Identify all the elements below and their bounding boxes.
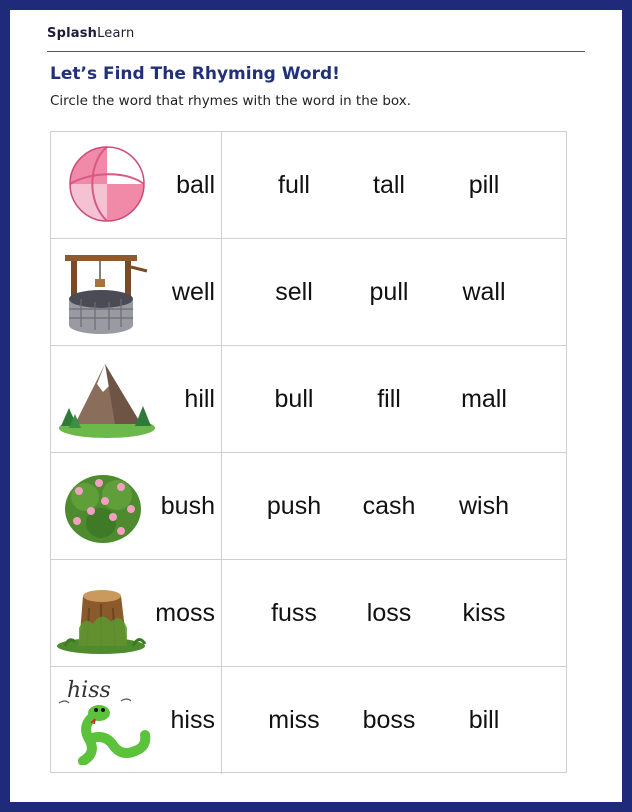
option-word[interactable]: cash bbox=[362, 491, 416, 520]
table-row bbox=[51, 132, 566, 239]
table-row bbox=[51, 667, 566, 774]
cue-cell bbox=[51, 132, 222, 238]
instruction-text: Circle the word that rhymes with the word in the box. bbox=[50, 93, 412, 109]
page-title: Let’s Find The Rhyming Word! bbox=[50, 64, 340, 84]
flower-bush-icon bbox=[55, 461, 155, 551]
option-word[interactable]: sell bbox=[275, 277, 313, 306]
option-word[interactable]: mall bbox=[461, 384, 507, 413]
table-row bbox=[51, 346, 566, 453]
mountain-icon bbox=[55, 354, 155, 444]
cue-cell bbox=[51, 453, 222, 559]
snake-hiss-text: hiss bbox=[67, 678, 111, 703]
option-word[interactable]: wall bbox=[462, 277, 506, 306]
option-word[interactable]: loss bbox=[366, 598, 412, 627]
option-word[interactable]: wish bbox=[458, 491, 509, 520]
option-word[interactable]: miss bbox=[268, 706, 320, 734]
cue-cell bbox=[51, 346, 222, 452]
mossy-stump-icon bbox=[55, 568, 155, 658]
option-word[interactable]: tall bbox=[373, 170, 405, 199]
rhyme-table bbox=[50, 131, 567, 773]
cue-word: bush bbox=[160, 491, 215, 520]
cue-word: well bbox=[171, 277, 215, 306]
option-word[interactable]: bill bbox=[468, 706, 500, 734]
cue-word: hiss bbox=[170, 706, 215, 734]
cue-cell bbox=[51, 560, 222, 666]
option-word[interactable]: bull bbox=[274, 384, 314, 413]
cue-word: ball bbox=[176, 170, 215, 199]
option-word[interactable]: pill bbox=[468, 170, 500, 199]
brand-logo: SplashLearn bbox=[47, 26, 135, 41]
worksheet-page bbox=[10, 10, 622, 802]
header-divider bbox=[47, 51, 585, 52]
option-word[interactable]: pull bbox=[369, 277, 409, 306]
option-word[interactable]: full bbox=[278, 170, 310, 199]
cue-cell bbox=[51, 239, 222, 345]
option-word[interactable]: fuss bbox=[271, 598, 317, 627]
beach-ball-icon bbox=[55, 140, 155, 230]
wishing-well-icon bbox=[55, 247, 155, 337]
cue-cell bbox=[51, 667, 222, 774]
table-row bbox=[51, 239, 566, 346]
table-row bbox=[51, 560, 566, 667]
option-word[interactable]: kiss bbox=[462, 598, 506, 627]
option-word[interactable]: push bbox=[266, 491, 322, 520]
table-row bbox=[51, 453, 566, 560]
option-word[interactable]: fill bbox=[377, 384, 401, 413]
option-word[interactable]: boss bbox=[362, 706, 416, 734]
snake-icon bbox=[55, 675, 155, 765]
cue-word: moss bbox=[155, 598, 215, 627]
cue-word: hill bbox=[184, 384, 215, 413]
